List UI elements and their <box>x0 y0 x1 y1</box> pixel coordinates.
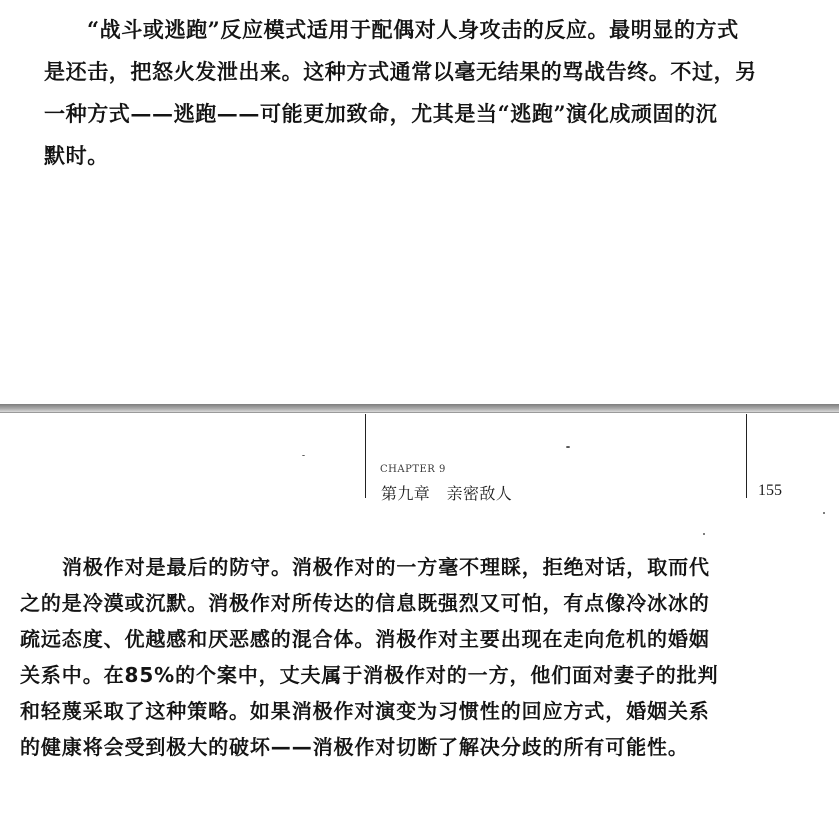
upper-paragraph <box>44 9 757 177</box>
scan-speck <box>823 512 825 514</box>
paragraph-line: 关系中。在85%的个案中，丈夫属于消极作对的一方，他们面对妻子的批判 <box>20 663 719 687</box>
page-gutter-shadow <box>0 404 839 412</box>
paragraph-line: 默时。 <box>44 143 109 168</box>
lower-paragraph <box>20 549 718 765</box>
scan-speck <box>703 533 705 535</box>
paragraph-line: 疏远态度、优越感和厌恶感的混合体。消极作对主要出现在走向危机的婚姻 <box>20 627 710 651</box>
paragraph-line: 的健康将会受到极大的破坏——消极作对切断了解决分歧的所有可能性。 <box>20 735 689 759</box>
header-rule-left <box>365 414 366 498</box>
paragraph-line: 消极作对是最后的防守。消极作对的一方毫不理睬，拒绝对话，取而代 <box>62 555 710 579</box>
paragraph-line: 是还击，把怒火发泄出来。这种方式通常以毫无结果的骂战告终。不过，另 <box>44 59 757 84</box>
page-gutter-line <box>0 412 839 413</box>
page-number: 155 <box>758 482 782 499</box>
running-header-chapter-title: 第九章 亲密敌人 <box>381 484 513 503</box>
running-header-kicker: CHAPTER 9 <box>380 464 446 475</box>
paragraph-line: 和轻蔑采取了这种策略。如果消极作对演变为习惯性的回应方式，婚姻关系 <box>20 699 710 723</box>
paragraph-line: 一种方式——逃跑——可能更加致命，尤其是当“逃跑”演化成顽固的沉 <box>44 101 718 126</box>
upper-page <box>0 0 839 404</box>
scan-speck <box>566 446 570 448</box>
header-rule-right <box>746 414 747 498</box>
scan-speck <box>302 455 305 456</box>
paragraph-line: 之的是冷漠或沉默。消极作对所传达的信息既强烈又可怕，有点像冷冰冰的 <box>20 591 710 615</box>
paragraph-line: “战斗或逃跑”反应模式适用于配偶对人身攻击的反应。最明显的方式 <box>87 17 739 42</box>
